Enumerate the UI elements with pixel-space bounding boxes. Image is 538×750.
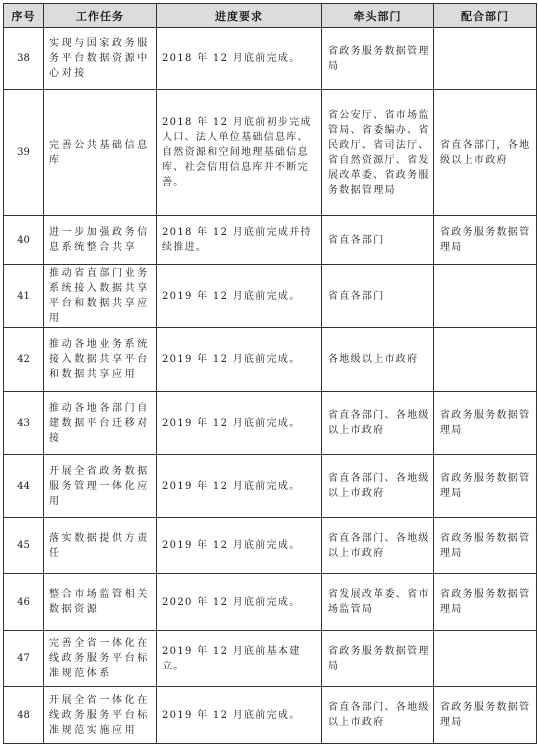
table-row [4,574,537,631]
header-coop-dept: 配合部门 [434,4,537,28]
row-number: 43 [4,392,44,455]
row-coop-dept: 省政务服务数据管理局 [434,687,537,744]
task-table-sheet [3,3,536,744]
row-lead-dept: 省直各部门、各地级以上市政府 [322,687,434,744]
row-number: 41 [4,265,44,328]
row-progress: 2019 年 12 月底前完成。 [157,392,322,455]
table-row [4,687,537,744]
table-row [4,90,537,216]
row-task: 开展全省政务数据服务管理一体化应用 [44,455,157,518]
row-progress: 2019 年 12 月底前完成。 [157,518,322,574]
row-progress: 2018 年 12 月底前初步完成人口、法人单位基础信息库、自然资源和空间地理基础信息库、社会信用信息库并不断完善。 [157,90,322,216]
row-task: 完善公共基础信息库 [44,90,157,216]
row-number: 48 [4,687,44,744]
row-progress: 2019 年 12 月底前完成。 [157,265,322,328]
row-progress: 2020 年 12 月底前完成。 [157,574,322,631]
table-row [4,328,537,392]
row-number: 45 [4,518,44,574]
row-lead-dept: 省直各部门、各地级以上市政府 [322,455,434,518]
row-task: 整合市场监管相关数据资源 [44,574,157,631]
row-coop-dept [434,28,537,90]
row-number: 40 [4,216,44,265]
header-seq: 序号 [4,4,44,28]
row-lead-dept: 省发展改革委、省市场监管局 [322,574,434,631]
table-row [4,265,537,328]
row-lead-dept: 省政务服务数据管理局 [322,631,434,687]
table-row [4,392,537,455]
row-lead-dept: 省直各部门、各地级以上市政府 [322,518,434,574]
row-task: 进一步加强政务信息系统整合共享 [44,216,157,265]
row-progress: 2019 年 12 月底前完成。 [157,687,322,744]
header-lead-dept: 牵头部门 [322,4,434,28]
row-number: 39 [4,90,44,216]
row-progress: 2019 年 12 月底前完成。 [157,455,322,518]
row-task: 推动省直部门业务系统接入数据共享平台和数据共享应用 [44,265,157,328]
row-task: 实现与国家政务服务平台数据资源中心对接 [44,28,157,90]
row-progress: 2018 年 12 月底前完成并持续推进。 [157,216,322,265]
header-task: 工作任务 [44,4,157,28]
row-coop-dept [434,328,537,392]
row-lead-dept: 省直各部门 [322,216,434,265]
row-task: 开展全省一体化在线政务服务平台标准规范实施应用 [44,687,157,744]
row-number: 42 [4,328,44,392]
row-task: 推动各地业务系统接入数据共享平台和数据共享应用 [44,328,157,392]
row-progress: 2019 年 12 月底前基本建立。 [157,631,322,687]
table-row [4,631,537,687]
row-lead-dept: 省直各部门、各地级以上市政府 [322,392,434,455]
table-row [4,216,537,265]
row-lead-dept: 省政务服务数据管理局 [322,28,434,90]
row-lead-dept: 各地级以上市政府 [322,328,434,392]
row-coop-dept: 省直各部门，各地级以上市政府 [434,90,537,216]
table-row [4,455,537,518]
row-task: 完善全省一体化在线政务服务平台标准规范体系 [44,631,157,687]
table-row [4,518,537,574]
row-number: 44 [4,455,44,518]
row-lead-dept: 省直各部门 [322,265,434,328]
row-progress: 2018 年 12 月底前完成。 [157,28,322,90]
row-coop-dept: 省政务服务数据管理局 [434,455,537,518]
row-coop-dept: 省政务服务数据管理局 [434,574,537,631]
row-coop-dept: 省政务服务数据管理局 [434,216,537,265]
task-table [3,3,537,744]
row-coop-dept [434,631,537,687]
table-row [4,28,537,90]
row-progress: 2019 年 12 月底前完成。 [157,328,322,392]
header-progress: 进度要求 [157,4,322,28]
row-task: 落实数据提供方责任 [44,518,157,574]
row-number: 46 [4,574,44,631]
row-number: 47 [4,631,44,687]
row-lead-dept: 省公安厅、省市场监管局、省委编办、省民政厅、省司法厅、省自然资源厅、省发展改革委、省政务服务数据管理局 [322,90,434,216]
table-header-row [4,4,537,28]
row-task: 推动各地各部门自建数据平台迁移对接 [44,392,157,455]
row-coop-dept: 省政务服务数据管理局 [434,518,537,574]
row-coop-dept: 省政务服务数据管理局 [434,392,537,455]
row-number: 38 [4,28,44,90]
row-coop-dept [434,265,537,328]
